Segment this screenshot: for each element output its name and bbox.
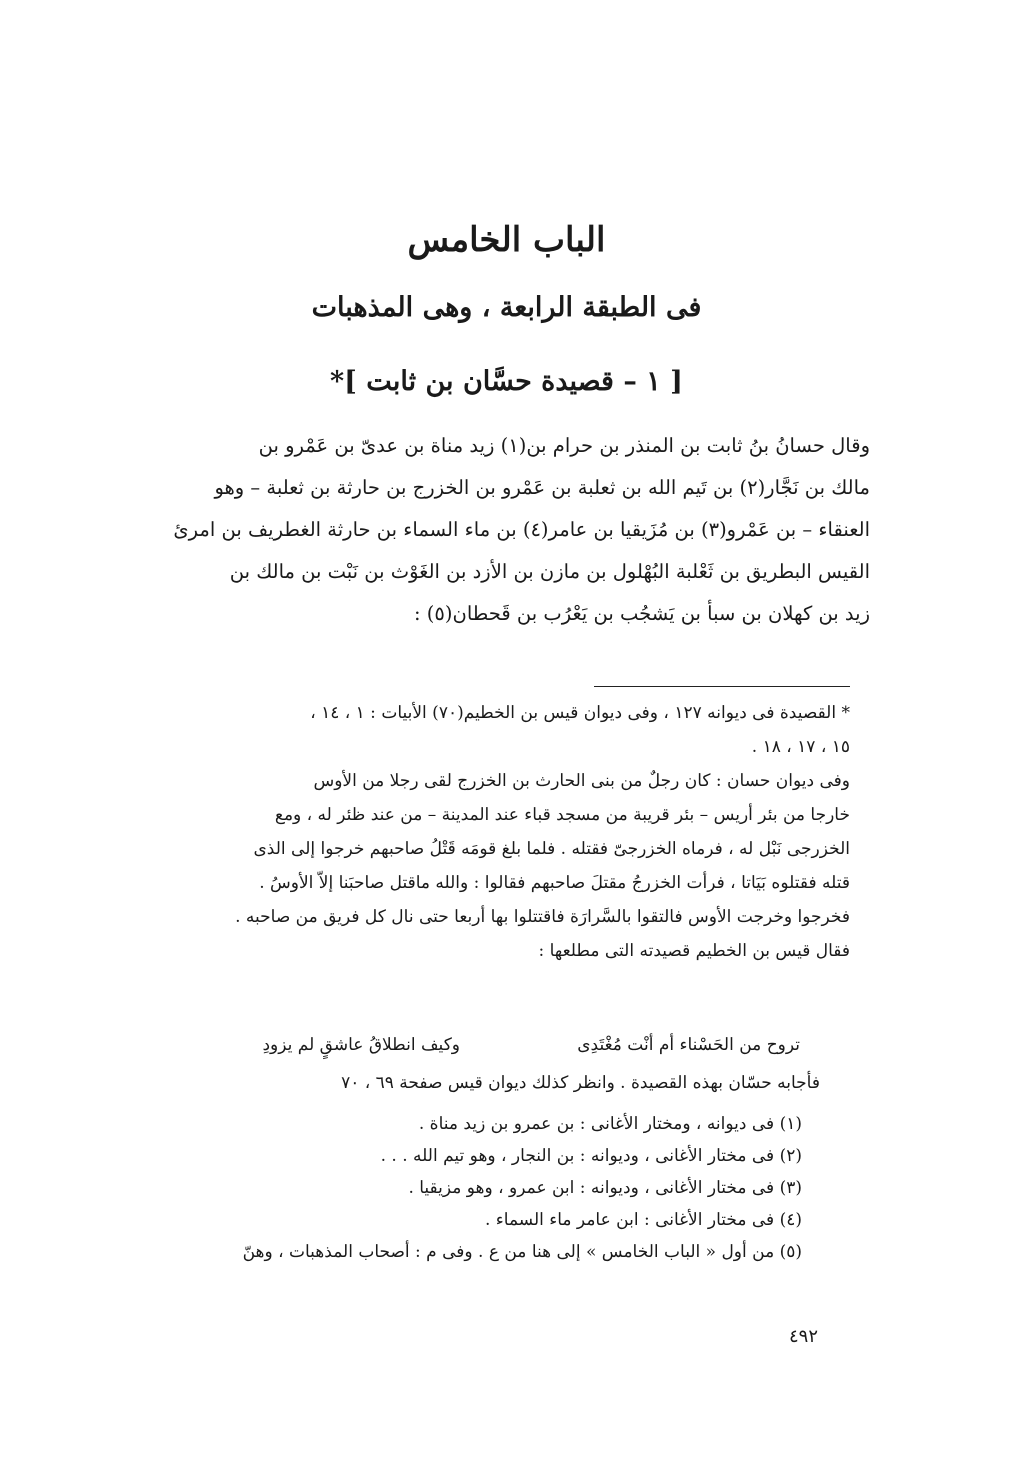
note-line: خارجا من بئر أريس – بئر قريبة من مسجد قباء عند المدينة – من عند ظئر له ، ومع [274,805,850,825]
footnote: (١) فى ديوانه ، ومختار الأغانى : بن عمرو بن زيد مناة . [418,1114,802,1134]
chapter-title: الباب الخامس [407,220,606,260]
poem-title: [ ١ – قصيدة حسَّان بن ثابت ]* [330,366,683,397]
section-title: فى الطبقة الرابعة ، وهى المذهبات [311,292,702,323]
verse-second-hemistich: وكيف انطلاقُ عاشقٍ لم يزودِ [262,1035,460,1055]
footnote: (٥) من أول « الباب الخامس » إلى هنا من ع . وفى م : أصحاب المذهبات ، وهنّ [242,1242,802,1262]
note-line: الخزرجى نَبْل له ، فرماه الخزرجىّ فقتله . فلما بلغ قومَه قَتْلُ صاحبهم خرجوا إلى الذى [253,839,850,859]
paragraph-line: مالك بن نَجَّار(٢) بن تَيم الله بن ثعلبة بن عَمْرو بن الخزرج بن حارثة بن ثعلبة – وهو [214,476,870,499]
footnote: (٢) فى مختار الأغانى ، وديوانه : بن النجار ، وهو تيم الله . . . [380,1146,802,1166]
note-line: فخرجوا وخرجت الأوس فالتقوا بالسَّرارَة فاقتتلوا بها أربعا حتى نال كل فريق من صاحبه . [235,907,850,927]
footnote: (٣) فى مختار الأغانى ، وديوانه : ابن عمرو ، وهو مزيقيا . [408,1178,802,1198]
note-line: ١٥ ، ١٧ ، ١٨ . [751,737,850,757]
note-line: * القصيدة فى ديوانه ١٢٧ ، وفى ديوان قيس بن الخطيم(٧٠) الأبيات : ١ ، ١٤ ، [310,703,850,723]
paragraph-line: وقال حسانُ بنُ ثابت بن المنذر بن حرام بن(١) زيد مناة بن عدىّ بن عَمْرو بن [258,434,870,457]
footnote: (٤) فى مختار الأغانى : ابن عامر ماء السماء . [484,1210,802,1230]
note-line: فقال قيس بن الخطيم قصيدته التى مطلعها : [538,941,850,961]
footnotes [112,1108,802,1268]
paragraph-line: القيس البطريق بن ثَعْلبة البُهْلول بن مازن بن الأزد بن الغَوْث بن نَبْت بن مالك بن [229,560,870,583]
after-verse-note [140,1066,820,1100]
note-line: وفى ديوان حسان : كان رجلٌ من بنى الحارث بن الخزرج لقى رجلا من الأوس [313,771,850,791]
editorial-note [132,696,850,968]
main-paragraph [140,425,870,635]
note-line: قتله فقتلوه بَيَاتا ، فرأت الخزرجُ مقتلَ صاحبهم فقالوا : والله ماقتل صاحبَنا إلاّ الأوسُ . [259,873,850,893]
footnote-divider [594,686,850,687]
note-line: فأجابه حسّان بهذه القصيدة . وانظر كذلك ديوان قيس صفحة ٦٩ ، ٧٠ [341,1073,820,1093]
verse-first-hemistich: تروح من الحَسْناء أم أنْت مُغْتَدِى [577,1035,800,1055]
paragraph-line: زيد بن كهلان بن سبأ بن يَشجُب بن يَعْرُب بن قَحطان(٥) : [414,602,870,625]
paragraph-line: العنقاء – بن عَمْرو(٣) بن مُزَيقيا بن عامر(٤) بن ماء السماء بن حارثة الغطريف بن امرئ [173,518,870,541]
page-number: ٤٩٢ [788,1326,818,1347]
